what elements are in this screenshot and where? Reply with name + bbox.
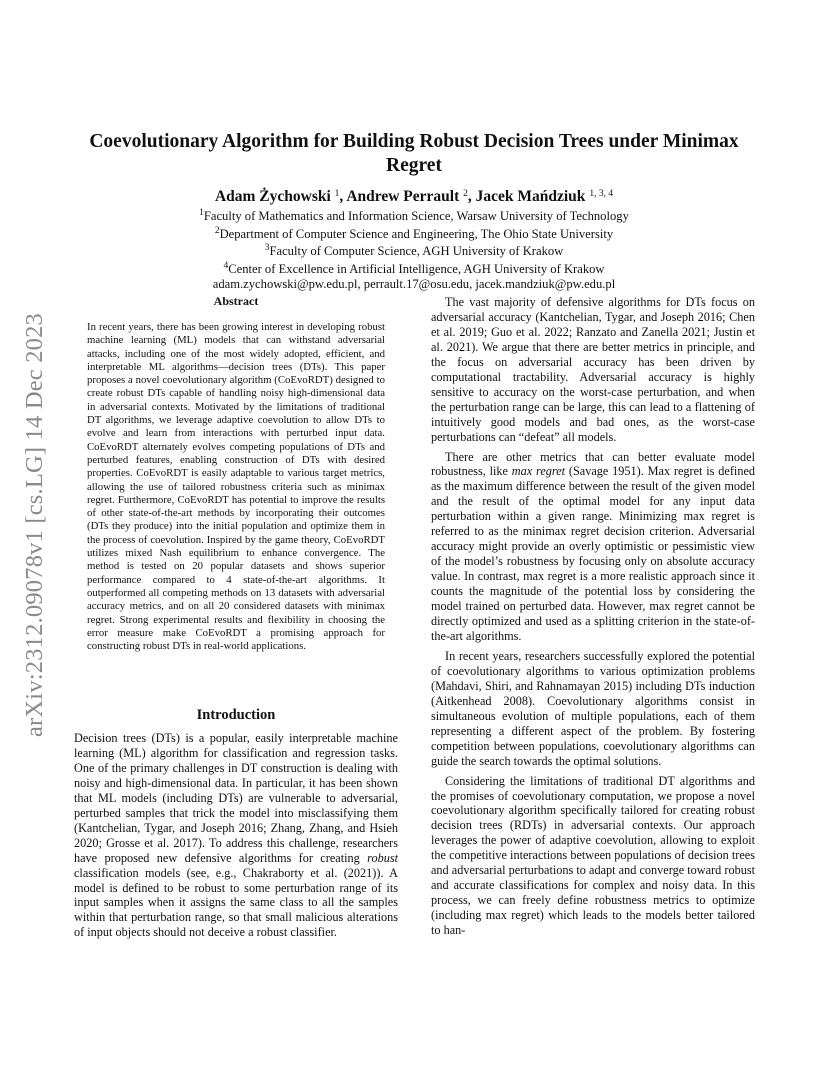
paragraph (431, 450, 755, 644)
intro-emphasis: robust (367, 850, 398, 865)
affiliation-mark: 3 (264, 243, 270, 254)
arxiv-identifier-text: arXiv:2312.09078v1 [cs.LG] 14 Dec 2023 (21, 312, 48, 738)
paragraph: Considering the limitations of traditional DT algorithms and the promises of coevolutionary computation, we propose a novel coevolutionary algorithm specifically tailored for creating robust decision trees (RDTs) in adversarial contexts. Our approach leverages the power of adaptive coevolution, allowing to exploit the competitive interactions between populations of decision trees and adversarial perturbations to adapt and converge toward robust and accurate classifications for complex and noisy data. In this process, we can freely define robustness metrics to optimize (including max regret) which leads to the models better tailored to han- (431, 773, 755, 938)
right-column-body (431, 295, 755, 943)
affiliation-block (78, 206, 750, 292)
affiliation-line (78, 206, 750, 224)
author-affiliation-mark: 1, 3, 4 (589, 189, 614, 199)
author-name: Adam Żychowski (214, 188, 331, 205)
author-affiliation-mark: 1 (334, 189, 340, 199)
affiliation-text: Faculty of Mathematics and Information Science, Warsaw University of Technology (203, 209, 629, 223)
affiliation-text: Department of Computer Science and Engineering, The Ohio State University (219, 226, 614, 241)
author-name: Jacek Mańdziuk (475, 188, 586, 205)
introduction-body (74, 731, 398, 940)
paper-title: Coevolutionary Algorithm for Building Robust Decision Trees under Minimax Regret (89, 131, 739, 176)
intro-text-part: Decision trees (DTs) is a popular, easily interpretable machine learning (ML) algorithm for classification and regression tasks. One of the primary challenges in DT construction is dealing with noisy and high-dimensional data. In particular, it has been shown that ML models (including DTs) are vulnerable to adversarial, perturbed samples that trick the model into misclassifying them (Kantchelian, Tygar, and Joseph 2016; Zhang, Zhang, and Hsieh 2020; Grosse et al. 2017). To address this challenge, researchers have proposed new defensive algorithms for creating (74, 731, 398, 865)
arxiv-side-identifier (4, 285, 66, 765)
affiliation-mark: 2 (214, 225, 220, 236)
affiliation-mark: 1 (199, 208, 204, 218)
affiliation-line (78, 259, 750, 277)
author-emails: adam.zychowski@pw.edu.pl, perrault.17@osu.edu, jacek.mandziuk@pw.edu.pl (212, 276, 616, 291)
affiliation-line (78, 224, 750, 242)
affiliation-mark: 4 (223, 261, 229, 272)
paragraph: The vast majority of defensive algorithms for DTs focus on adversarial accuracy (Kantchelian, Tygar, and Joseph 2016; Chen et al. 2019; Guo et al. 2022; Ranzato and Zanella 2021; Justin et al. 2021). We argue that there are better metrics in principle, and the focus on adversarial accuracy has been driven by computational tractability. Adversarial accuracy is highly sensitive to accuracy on the worst-case perturbation, and when the perturbation range can be large, this can lead to a flattening of intuitively good models and bad ones, as the worst-case perturbations can “defeat” all models. (431, 295, 755, 444)
abstract-body: In recent years, there has been growing interest in developing robust machine learning (ML) models that can withstand adversarial attacks, including one of the most widely adopted, efficient, and interpretable ML algorithms—decision trees (DTs). This paper proposes a novel coevolutionary algorithm (CoEvoRDT) designed to create robust DTs capable of handling noisy high-dimensional data in adversarial contexts. Motivated by the limitations of traditional DT algorithms, we leverage adaptive coevolution to allow DTs to evolve and learn from interactions with perturbed input data. CoEvoRDT alternately evolves competing populations of DTs and perturbed features, enabling construction of DTs with desired properties. CoEvoRDT is easily adaptable to various target metrics, allowing the use of tailored robustness criteria such as minimax regret. Furthermore, CoEvoRDT has potential to improve the results of other state-of-the-art methods by incorporating their outcomes (DTs they produce) into the initial population and optimize them in the process of coevolution. Inspired by the game theory, CoEvoRDT utilizes mixed Nash equilibrium to enhance convergence. The method is tested on 20 popular datasets and shows superior performance compared to 4 state-of-the-art algorithms. It outperformed all competing methods on 13 datasets with adversarial accuracy metrics, and on all 20 considered datasets with minimax regret. Strong experimental results and flexibility in choosing the error measure make CoEvoRDT a promising approach for constructing robust DTs in real-world applications. (87, 321, 385, 653)
paragraph-text-part: (Savage 1951). Max regret is defined as the maximum difference between the result of the given model and the result of the optimal model for any input data perturbation within a given range. Minimizing max regret is referred to as the minimax regret decision criterion. Adversarial accuracy might provide an overly optimistic or pessimistic view of the model’s robustness by focusing only on absolute accuracy value. In contrast, max regret is a more realistic approach since it counts the magnitude of the potential loss by considering the model trained on perturbed data. However, max regret cannot be directly optimized and used as a splitting criterion in the state-of-the-art algorithms. (431, 464, 756, 643)
affiliation-text: Center of Excellence in Artificial Intelligence, AGH University of Krakow (228, 262, 605, 277)
author-name: Andrew Perrault (346, 188, 460, 205)
author-list: Adam Żychowski $^1$, Andrew Perrault $^2$, Jacek Mańdziuk $^{1, 3, 4}$ (214, 188, 614, 205)
affiliation-line (78, 241, 750, 259)
author-affiliation-mark: 2 (463, 189, 468, 199)
abstract-heading: Abstract (213, 294, 259, 308)
paragraph-emphasis: max regret (511, 464, 566, 479)
paragraph-text-part: There are other metrics that can better evaluate model robustness, like (431, 449, 755, 479)
introduction-heading: Introduction (196, 707, 276, 723)
affiliation-text: Faculty of Computer Science, AGH University of Krakow (269, 244, 564, 259)
intro-text-part: classification models (see, e.g., Chakraborty et al. (2021)). A model is defined to be robust to some perturbation range of its input samples when it assigns the same class to all the samples within that perturbation range, so that small malicious alterations of input objects should not deceive a robust classifier. (74, 865, 398, 940)
paragraph: In recent years, researchers successfully explored the potential of coevolutionary algorithms to various optimization problems (Mahdavi, Shiri, and Rahnamayan 2015) including DTs induction (Aitkenhead 2008). Coevolutionary algorithms consist in simultaneous evolution of multiple populations, each of them representing a different aspect of the problem. By fostering competition between populations, coevolutionary algorithms can guide the search towards the optimal solutions. (431, 648, 755, 768)
